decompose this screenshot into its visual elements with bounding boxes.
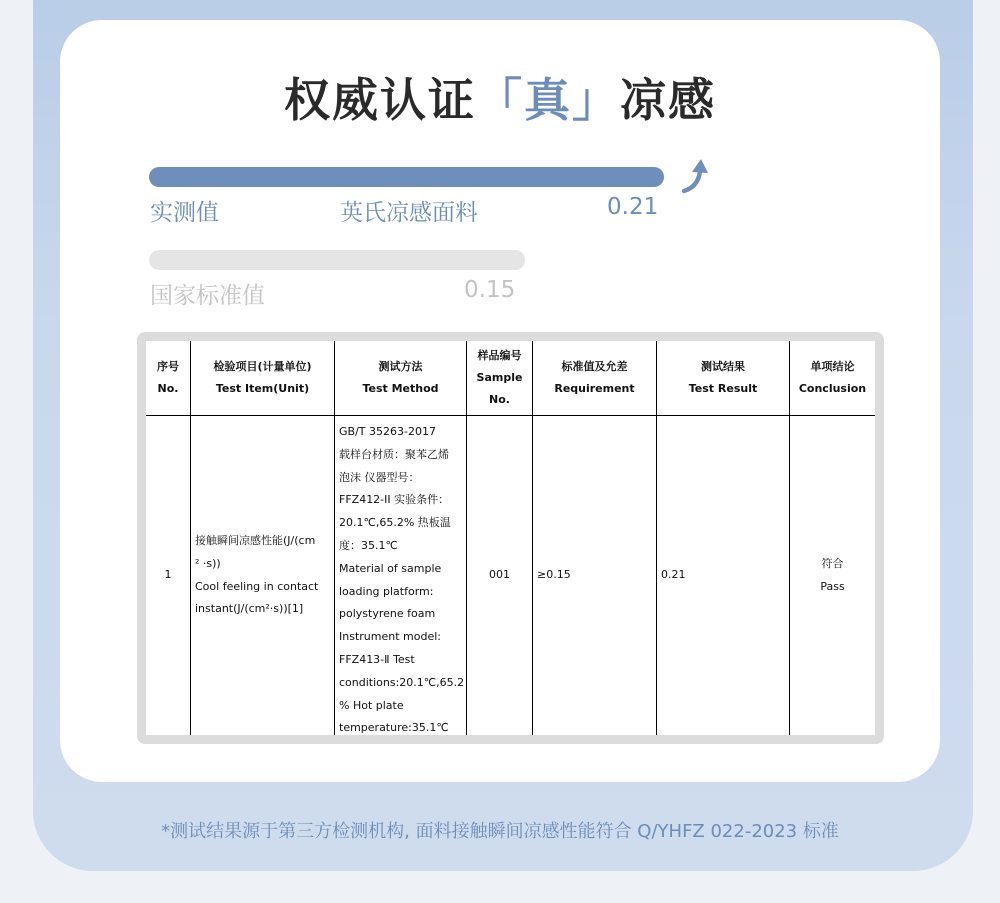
title-prefix: 权威认证 [284, 73, 476, 127]
header-conclusion: 单项结论 Conclusion [798, 360, 867, 395]
standard-label: 国家标准值 [150, 283, 265, 309]
cell-result: 0.21 [661, 568, 686, 582]
title-highlight: 「真」 [476, 73, 620, 127]
test-report-table [146, 341, 875, 735]
header-requirement: 标准值及允差 Requirement [554, 360, 635, 395]
measured-value: 0.21 [607, 194, 659, 220]
header-item: 检验项目(计量单位) Test Item(Unit) [213, 360, 312, 395]
cell-conclusion: 符合 Pass [820, 556, 845, 593]
header-result: 测试结果 Test Result [688, 360, 758, 395]
measured-product-label: 英氏凉感面料 [340, 200, 478, 226]
test-report-table-frame [137, 332, 884, 744]
cell-sample: 001 [489, 568, 510, 582]
footnote: *测试结果源于第三方检测机构, 面料接触瞬间凉感性能符合 Q/YHFZ 022-2023 标准 [161, 821, 839, 842]
cell-no: 1 [164, 568, 172, 582]
header-no: 序号 No. [157, 360, 179, 395]
title-suffix: 凉感 [620, 73, 716, 127]
cell-method: GB/T 35263-2017 载样台材质：聚苯乙烯 泡沫 仪器型号： FFZ412-II 实验条件： 20.1℃,65.2% 热板温 度：35.1℃ Material of sample loading platform: polystyrene foam Instrument model: FFZ413-Ⅱ Test conditions:20.1℃,65.2 % Hot plate temperature:35.1℃ [339, 425, 465, 735]
measured-label: 实测值 [150, 200, 219, 226]
up-arrow-icon [680, 158, 712, 194]
cell-item: 接触瞬间凉感性能(J/(cm ² ·s)) Cool feeling in contact instant(J/(cm²·s))[1] [195, 533, 319, 616]
measured-value-bar [149, 167, 664, 187]
cell-requirement: ≥0.15 [537, 568, 571, 582]
standard-value: 0.15 [464, 277, 516, 303]
page-title [0, 64, 1000, 130]
header-sample: 样品编号 Sample No. [476, 349, 523, 406]
standard-value-bar [149, 250, 525, 270]
header-method: 测试方法 Test Method [362, 360, 439, 395]
